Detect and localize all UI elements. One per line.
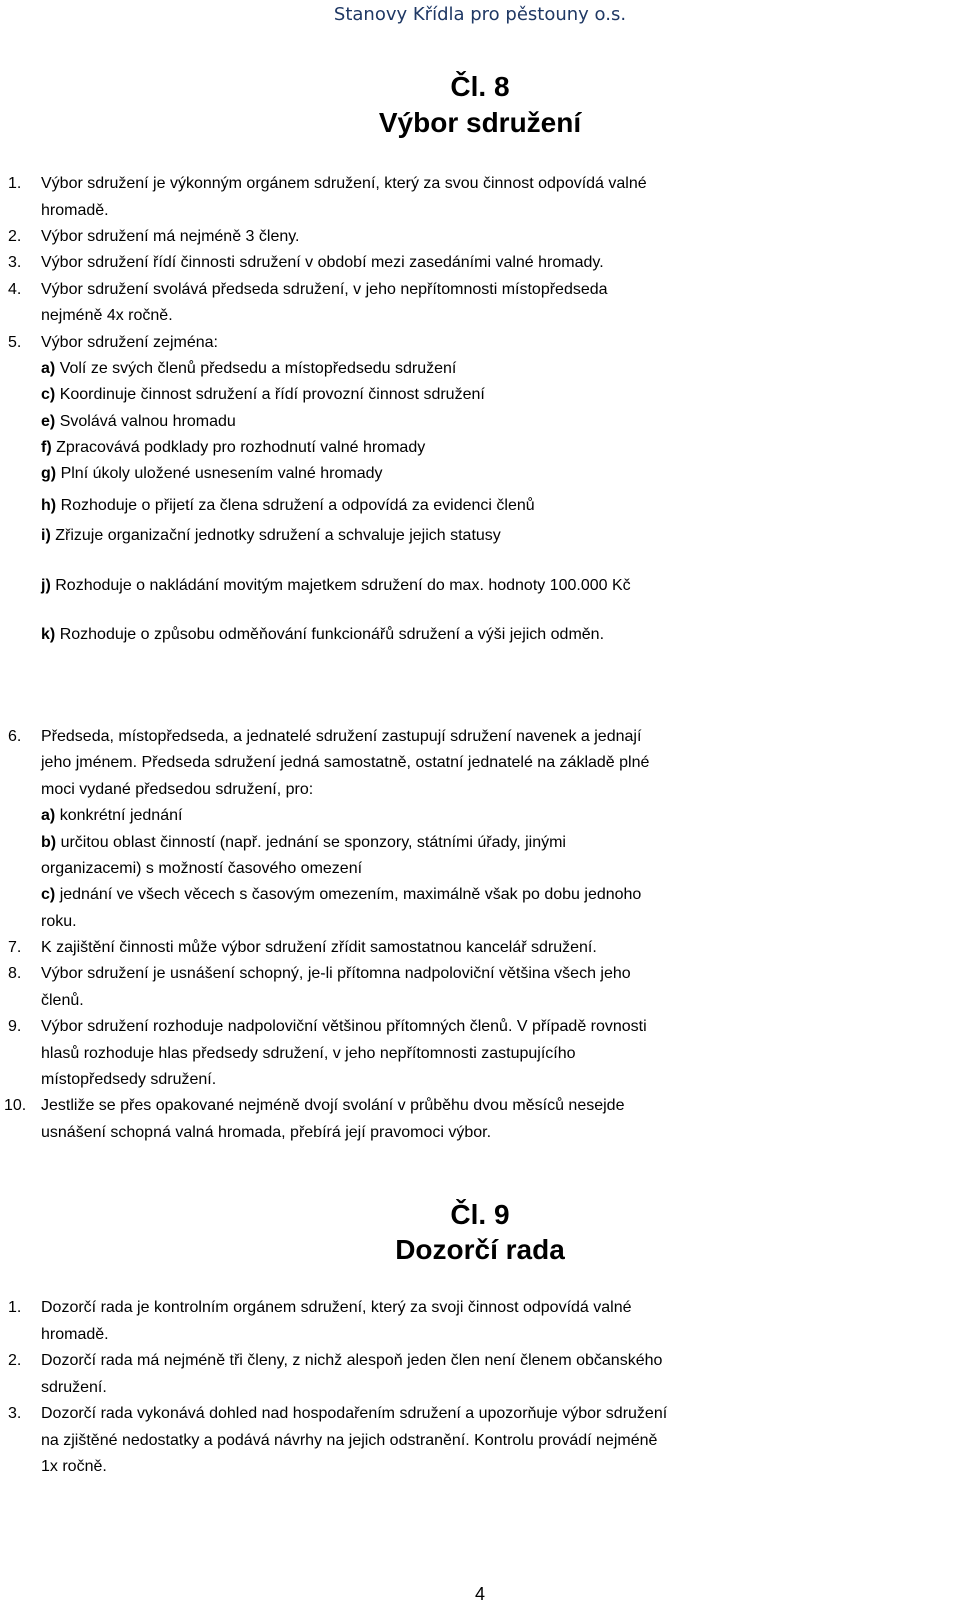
item-9-line-1: Výbor sdružení rozhoduje nadpoloviční většinou přítomných členů. V případě rovnosti (41, 1018, 647, 1035)
item-5-sub-i: i) Zřizuje organizační jednotky sdružení a schvaluje jejich statusy (41, 527, 501, 544)
item-8-line-2: členů. (41, 992, 84, 1009)
art9-item-3-line-1: Dozorčí rada vykonává dohled nad hospodařením sdružení a upozorňuje výbor sdružení (41, 1405, 668, 1422)
item-4-line-2: nejméně 4x ročně. (41, 307, 173, 324)
item-10-line-2: usnášení schopná valná hromada, přebírá její pravomoci výbor. (41, 1124, 492, 1141)
art9-item-2-line-1: Dozorčí rada má nejméně tři členy, z nichž alespoň jeden člen není členem občanského (41, 1352, 663, 1369)
item-6-sub-a: a) konkrétní jednání (41, 807, 183, 824)
art9-item-1-line-2: hromadě. (41, 1326, 109, 1343)
item-9-line-2: hlasů rozhoduje hlas předsedy sdružení, v jeho nepřítomnosti zastupujícího (41, 1045, 576, 1062)
item-9-number: 9. (8, 1018, 22, 1035)
art9-item-3-number: 3. (8, 1405, 22, 1422)
item-1-line-1: Výbor sdružení je výkonným orgánem sdružení, který za svou činnost odpovídá valné (41, 175, 647, 192)
item-5-sub-h: h) Rozhoduje o přijetí za člena sdružení a odpovídá za evidenci členů (41, 497, 535, 514)
page-header: Stanovy Křídla pro pěstouny o.s. (333, 4, 627, 25)
art9-item-1-number: 1. (8, 1299, 22, 1316)
art9-item-3-line-3: 1x ročně. (41, 1458, 107, 1475)
item-4-number: 4. (8, 281, 22, 298)
item-9-line-3: místopředsedy sdružení. (41, 1071, 217, 1088)
item-5-sub-c: c) Koordinuje činnost sdružení a řídí provozní činnost sdružení (41, 386, 485, 403)
item-2-line-1: Výbor sdružení má nejméně 3 členy. (41, 228, 300, 245)
item-5-line-1: Výbor sdružení zejména: (41, 334, 218, 351)
item-4-line-1: Výbor sdružení svolává předseda sdružení, v jeho nepřítomnosti místopředseda (41, 281, 608, 298)
item-3-line-1: Výbor sdružení řídí činnosti sdružení v období mezi zasedáními valné hromady. (41, 254, 604, 271)
item-2-number: 2. (8, 228, 22, 245)
item-6-sub-b-cont: organizacemi) s možností časového omezení (41, 860, 363, 877)
art9-item-2-line-2: sdružení. (41, 1379, 107, 1396)
article-9-title: Dozorčí rada (395, 1234, 565, 1265)
item-5-sub-j: j) Rozhoduje o nakládání movitým majetkem sdružení do max. hodnoty 100.000 Kč (41, 577, 631, 594)
article-9-number: Čl. 9 (450, 1199, 510, 1230)
item-3-number: 3. (8, 254, 22, 271)
item-5-sub-a: a) Volí ze svých členů předsedu a místopředsedu sdružení (41, 360, 457, 377)
item-6-line-3: moci vydané předsedou sdružení, pro: (41, 781, 314, 798)
item-7-number: 7. (8, 939, 22, 956)
item-6-sub-c: c) jednání ve všech věcech s časovým omezením, maximálně však po dobu jednoho (41, 886, 642, 903)
item-6-number: 6. (8, 728, 22, 745)
art9-item-2-number: 2. (8, 1352, 22, 1369)
item-8-line-1: Výbor sdružení je usnášení schopný, je-li přítomna nadpoloviční většina všech jeho (41, 965, 631, 982)
page-number: 4 (474, 1584, 485, 1604)
art9-item-3-line-2: na zjištěné nedostatky a podává návrhy na jejich odstranění. Kontrolu provádí nejméně (41, 1432, 658, 1449)
item-6-line-2: jeho jménem. Předseda sdružení jedná samostatně, ostatní jednatelé na základě plné (41, 754, 650, 771)
item-7-line-1: K zajištění činnosti může výbor sdružení zřídit samostatnou kancelář sdružení. (41, 939, 597, 956)
item-10-line-1: Jestliže se přes opakované nejméně dvojí svolání v průběhu dvou měsíců nesejde (41, 1097, 625, 1114)
item-5-sub-g: g) Plní úkoly uložené usnesením valné hromady (41, 465, 383, 482)
item-10-number: 10. (4, 1097, 27, 1114)
item-6-sub-b: b) určitou oblast činností (např. jednání se sponzory, státními úřady, jinými (41, 834, 566, 851)
item-5-sub-k: k) Rozhoduje o způsobu odměňování funkcionářů sdružení a výši jejich odměn. (41, 626, 605, 643)
item-8-number: 8. (8, 965, 22, 982)
item-1-number: 1. (8, 175, 22, 192)
article-8-number: Čl. 8 (450, 71, 510, 102)
art9-item-1-line-1: Dozorčí rada je kontrolním orgánem sdružení, který za svoji činnost odpovídá valné (41, 1299, 632, 1316)
item-5-sub-e: e) Svolává valnou hromadu (41, 413, 236, 430)
item-6-line-1: Předseda, místopředseda, a jednatelé sdružení zastupují sdružení navenek a jednají (41, 728, 642, 745)
article-8-title: Výbor sdružení (378, 107, 582, 138)
item-5-sub-f: f) Zpracovává podklady pro rozhodnutí valné hromady (41, 439, 426, 456)
item-6-sub-c-cont: roku. (41, 913, 77, 930)
item-1-line-2: hromadě. (41, 202, 109, 219)
item-5-number: 5. (8, 334, 22, 351)
